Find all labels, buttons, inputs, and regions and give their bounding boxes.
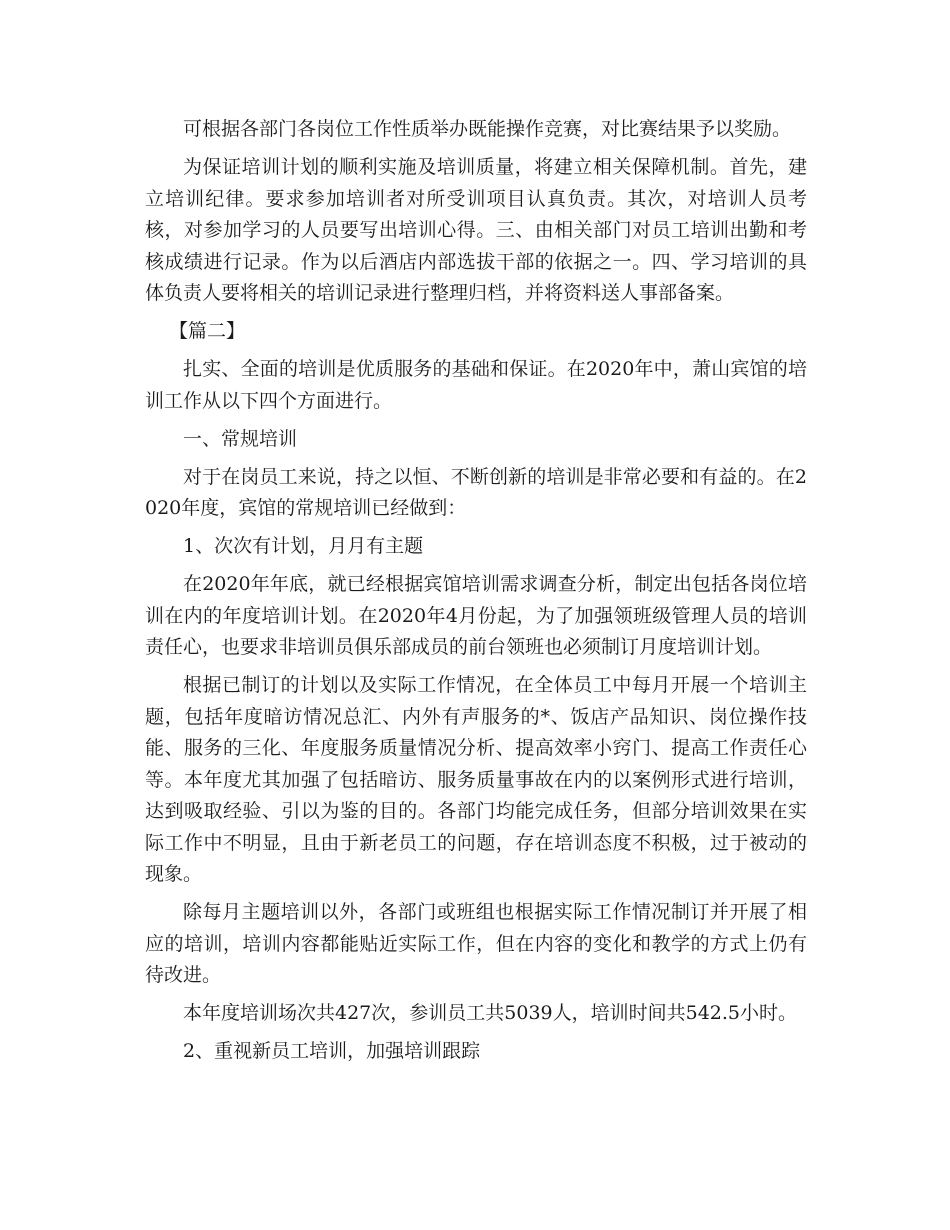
paragraph-department-training: 除每月主题培训以外，各部门或班组也根据实际工作情况制订并开展了相应的培训，培训内容都能贴近实际工作，但在内容的变化和教学的方式上仍有待改进。 bbox=[145, 901, 807, 986]
paragraph-intro: 扎实、全面的培训是优质服务的基础和保证。在2020年中，萧山宾馆的培训工作从以下四个方面进行。 bbox=[145, 358, 807, 412]
paragraph-on-duty-staff: 对于在岗员工来说，持之以恒、不断创新的培训是非常必要和有益的。在2020年度，宾馆的常规培训已经做到： bbox=[145, 465, 807, 519]
section-heading-part-two: 【篇二】 bbox=[169, 320, 246, 342]
subheading-regular-training: 一、常规培训 bbox=[183, 427, 298, 450]
paragraph-competition: 可根据各部门各岗位工作性质举办既能操作竞赛，对比赛结果予以奖励。 bbox=[183, 118, 792, 140]
subheading-new-staff-training: 2、重视新员工培训，加强培训跟踪 bbox=[183, 1040, 481, 1062]
paragraph-monthly-theme: 根据已制订的计划以及实际工作情况，在全体员工中每月开展一个培训主题，包括年度暗访情况总汇、内外有声服务的*、饭店产品知识、岗位操作技能、服务的三化、年度服务质量情况分析、提高效率小窍门、提高工作责任心等。本年度尤其加强了包括暗访、服务质量事故在内的以案例形式进行培训，达到吸取经验、引以为鉴的目的。各部门均能完成任务，但部分培训效果在实际工作中不明显，且由于新老员工的问题，存在培训态度不积极，过于被动的现象。 bbox=[145, 674, 807, 885]
paragraph-statistics: 本年度培训场次共427次，参训员工共5039人，培训时间共542.5小时。 bbox=[183, 1002, 798, 1024]
document-body bbox=[145, 114, 807, 1074]
paragraph-guarantee-mechanism: 为保证培训计划的顺利实施及培训质量，将建立相关保障机制。首先，建立培训纪律。要求参加培训者对所受训项目认真负责。其次，对培训人员考核，对参加学习的人员要写出培训心得。三、由相关部门对员工培训出勤和考核成绩进行记录。作为以后酒店内部选拔干部的依据之一。四、学习培训的具体负责人要将相关的培训记录进行整理归档，并将资料送人事部备案。 bbox=[145, 156, 807, 304]
subheading-plan-and-theme: 1、次次有计划，月月有主题 bbox=[183, 535, 424, 557]
paragraph-annual-plan: 在2020年年底，就已经根据宾馆培训需求调查分析，制定出包括各岗位培训在内的年度培训计划。在2020年4月份起，为了加强领班级管理人员的培训责任心，也要求非培训员俱乐部成员的前台领班也必须制订月度培训计划。 bbox=[145, 573, 807, 658]
